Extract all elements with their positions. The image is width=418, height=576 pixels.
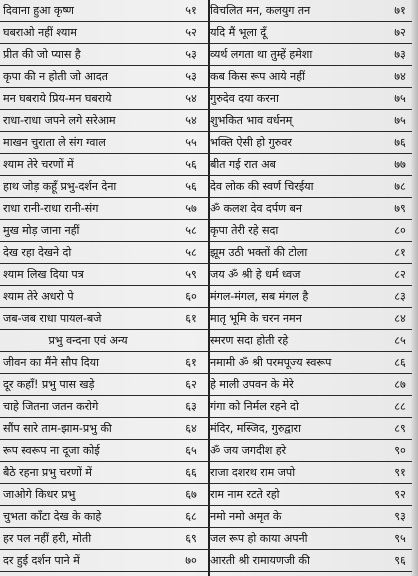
table-row [0,528,412,550]
right-title: गुरुदेव दया करना [210,92,279,105]
right-page-number: ८० [394,224,406,237]
left-title: हर पल नहीं हरी, मोती [3,532,92,545]
left-title: श्याम तेरे चरणों में [3,158,74,171]
table-row [0,418,412,440]
table-row [0,220,412,242]
right-title: विचलित मन, कलयुग तन [210,4,311,17]
table-row [0,88,412,110]
right-title: स्मरण सदा होती रहे [210,334,289,347]
right-page-number: ९० [394,444,406,457]
left-page-number: ६५ [185,444,197,457]
left-title: चाहे जितना जतन करोगे [3,400,99,413]
table-row [0,396,412,418]
left-title: राधा रानी-राधा रानी-संग [3,202,99,215]
right-title: कृपा तेरी रहे सदा [210,224,279,237]
right-title: यदि मैं भूला दूँ [210,26,267,39]
table-row [0,110,412,132]
left-title: जाओगे किधर प्रभु [3,488,76,501]
right-title: मंदिर, मस्जिद, गुरुद्वारा [210,422,301,435]
table-row [0,506,412,528]
left-page-number: ५८ [185,246,197,259]
right-page-number: ८४ [394,312,406,325]
left-title: सौंप सारे ताम-झाम-प्रभु की [3,422,112,435]
right-title: झूम उठी भक्तों की टोला [210,246,308,259]
left-page-number: ६९ [185,532,197,545]
left-page-number: ५८ [185,224,197,237]
table-row [0,440,412,462]
right-page-number: ७६ [394,136,406,149]
right-page-number: ७५ [394,92,406,105]
right-title: भक्ति ऐसी हो गुरुवर [210,136,292,149]
table-row [0,484,412,506]
table-row [0,330,412,352]
right-page-number: ८५ [394,334,406,347]
right-title: गंगा को निर्मल रहने दो [210,400,299,413]
left-title: हाथ जोड़ कहूँ प्रभु-दर्शन देना [3,180,117,193]
right-title: राम नाम रटते रहो [210,488,280,501]
right-page-number: ८८ [394,400,406,413]
table-row [0,66,412,88]
right-page-number: ९२ [394,488,406,501]
right-page-number: ७९ [394,202,406,215]
left-page-number: ५४ [185,114,197,127]
left-title: रूप स्वरूप ना दूजा कोई [3,444,100,457]
left-title: बैठे रहना प्रभु चरणों में [3,466,92,479]
left-page-number: ५२ [185,26,197,39]
right-title: राजा दशरथ राम जपो [210,466,296,479]
left-title: प्रीत की जो प्यास है [3,48,81,61]
right-title: जय ॐ श्री हे धर्म ध्वज [210,268,301,281]
left-page-number: ६१ [185,312,197,325]
left-title: जीवन का मैंने सौप दिया [3,356,99,369]
left-title: मुख मोड़ जाना नहीं [3,224,80,237]
table-row [0,198,412,220]
right-title: बीत गई रात अब [210,158,276,171]
left-title: माखन चुराता ले संग ग्वाल [3,136,106,149]
left-page-number: ६८ [185,510,197,523]
right-title: देव लोक की स्वर्ण चिरईया [210,180,314,193]
right-title: ॐ जय जगदीश हरे [210,444,287,457]
right-page-number: ७८ [394,180,406,193]
left-title: दिवाना हुआ कृष्ण [3,4,74,17]
right-title: नमामी ॐ श्री परमपूज्य स्वरूप [210,356,332,369]
left-page-number: ५५ [185,136,197,149]
left-page-number: ५९ [185,268,197,281]
right-page-number: ९३ [394,510,406,523]
table-row [0,462,412,484]
right-title: मातृ भूमि के चरन नमन [210,312,302,325]
table-row [0,308,412,330]
left-page-number: ५४ [185,92,197,105]
left-page-number: ५६ [185,180,197,193]
left-title: जब-जब राधा पायल-बजे [3,312,102,325]
table-row [0,132,412,154]
right-title: मंगल-मंगल, सब मंगल है [210,290,309,303]
table-row [0,176,412,198]
table-row [0,242,412,264]
right-title: व्यर्थ लगता था तुम्हें हमेशा [210,48,313,61]
right-page-number: ९६ [394,554,406,567]
section-heading: प्रभु वन्दना एवं अन्य [48,334,128,347]
table-row [0,0,412,22]
left-title: श्याम तेरे अधरो पे [3,290,74,303]
right-page-number: ८३ [394,290,406,303]
left-title: श्याम लिख दिया पत्र [3,268,84,281]
table-row [0,550,412,572]
right-page-number: ८२ [394,268,406,281]
right-page-number: ९१ [394,466,406,479]
table-row [0,44,412,66]
right-title: जल रूप हो काया अपनी [210,532,308,545]
left-page-number: ६४ [185,422,197,435]
left-page-number: ५६ [185,158,197,171]
right-page-number: ८१ [394,246,406,259]
right-page-number: ७७ [394,158,406,171]
table-row [0,286,412,308]
right-page-number: ७३ [394,48,406,61]
table-row [0,374,412,396]
left-title: घबराओ नहीं श्याम [3,26,77,39]
right-page-number: ७२ [394,26,406,39]
table-row [0,154,412,176]
left-title: कृपा की न होती जो आदत [3,70,108,83]
right-title: हे माली उपवन के मेरे [210,378,294,391]
table-row [0,264,412,286]
left-page-number: ६२ [185,378,197,391]
left-title: मन घबराये प्रिय-मन घबराये [3,92,112,105]
left-title: राधा-राधा जपने लगे सरेआम [3,114,116,127]
left-page-number: ५३ [185,48,197,61]
left-page-number: ६१ [185,356,197,369]
right-page-number: ८९ [394,422,406,435]
left-title: दूर कहाँ! प्रभु पास खड़े [3,378,95,391]
left-page-number: ६६ [185,466,197,479]
left-page-number: ७० [185,554,197,567]
right-page-number: ९५ [394,532,406,545]
right-page-number: ८६ [394,356,406,369]
left-page-number: ५७ [185,202,197,215]
table-row [0,352,412,374]
right-page-number: ७१ [394,4,406,17]
right-title: ॐ कलश देव दर्पण बन [210,202,302,215]
left-page-number: ५१ [185,4,197,17]
left-page-number: ६३ [185,400,197,413]
left-title: देख रहा देखने दो [3,246,72,259]
left-page-number: ६७ [185,488,197,501]
right-title: कब किस रूप आये नहीं [210,70,305,83]
right-page-number: ७५ [394,114,406,127]
right-title: आरती श्री रामायणजी की [210,554,310,567]
right-page-number: ८७ [394,378,406,391]
scan-edge-shadow [410,0,418,576]
left-title: दर हुई दर्शन पाने में [3,554,80,567]
left-page-number: ५३ [185,70,197,83]
table-row [0,22,412,44]
left-page-number [176,330,206,352]
left-title: चुभता काँटा देख के काहे [3,510,102,523]
right-title: नमो नमो अमृत के [210,510,282,523]
right-page-number: ७४ [394,70,406,83]
right-title: शुभकित भाव वर्धनम् [210,114,293,127]
left-page-number: ६० [185,290,197,303]
